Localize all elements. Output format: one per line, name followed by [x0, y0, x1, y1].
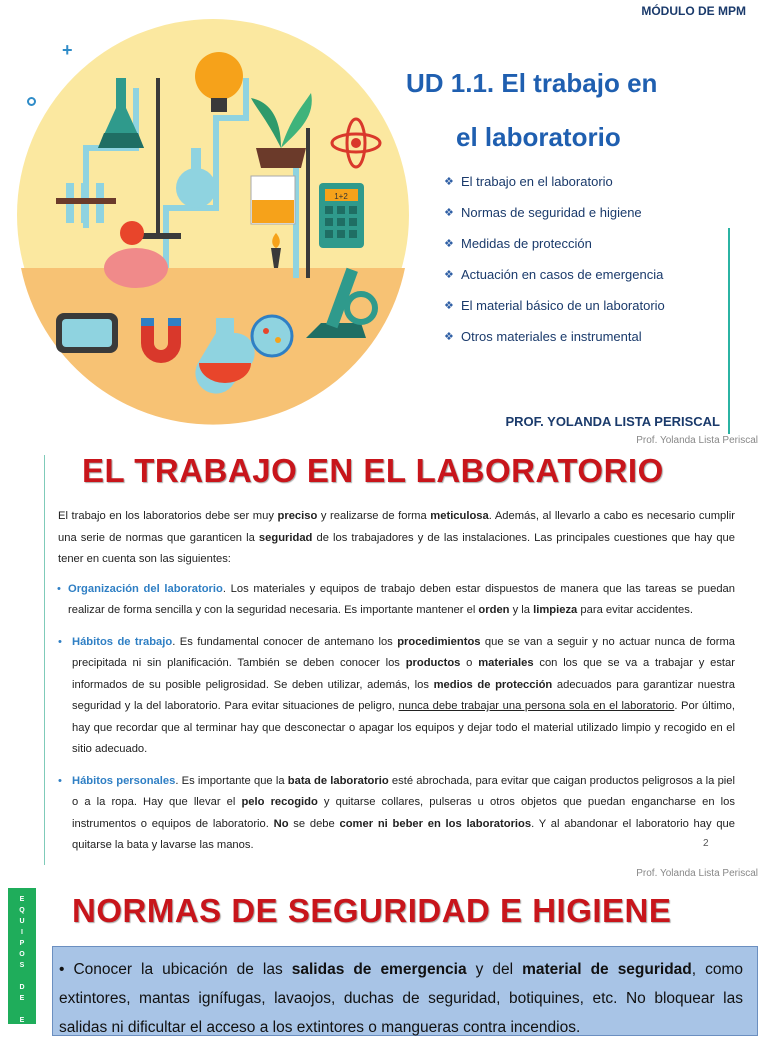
- topic-label: Normas de seguridad e higiene: [461, 205, 642, 220]
- topic-label: El material básico de un laboratorio: [461, 298, 665, 313]
- topic-item: [444, 290, 665, 321]
- calculator-display: 1+2: [334, 192, 348, 201]
- side-strip: E Q U I P O S D E E M E: [8, 888, 36, 1024]
- diamond-bullet-icon: ❖: [444, 269, 454, 281]
- topic-item: [444, 259, 665, 290]
- diamond-bullet-icon: ❖: [444, 207, 454, 219]
- accent-divider: [44, 455, 45, 865]
- topic-label: El trabajo en el laboratorio: [461, 174, 613, 189]
- safety-rules-box: • Conocer la ubicación de las salidas de emergencia y del material de seguridad, como extintores, mantas ignífugas, lavaojos, duchas de seguridad, botiquines, etc. No bloquear las salidas ni dificultar el acceso a los extintores o mangueras contra incendios.: [52, 946, 758, 1036]
- list-item: • Hábitos de trabajo. Es fundamental conocer de antemano los procedimientos que se van a seguir y no actuar nunca de forma precipitada ni sin planificación. También se deben conocer los productos o materiales con los que se va a trabajar y estar informados de su posible peligrosidad. Se deben utilizar, además, los medios de protección adecuados para garantizar nuestra seguridad y la del laboratorio. Para evitar situaciones de peligro, nunca debe trabajar una persona sola en el laboratorio. Por último, hay que recordar que al terminar hay que desconectar o apagar los equipos y dejar todo el material utilizado limpio y recogido en el sitio adecuado.: [58, 632, 735, 761]
- page-number: 2: [703, 838, 709, 849]
- accent-divider: [728, 228, 730, 434]
- professor-name: PROF. YOLANDA LISTA PERISCAL: [505, 414, 720, 429]
- section-title: EL TRABAJO EN EL LABORATORIO: [82, 452, 664, 489]
- section-title: NORMAS DE SEGURIDAD E HIGIENE: [72, 892, 672, 929]
- slide-footer: Prof. Yolanda Lista Periscal: [636, 868, 758, 879]
- unit-title-line1: UD 1.1. El trabajo en: [406, 68, 658, 98]
- topic-label: Medidas de protección: [461, 236, 592, 251]
- diamond-bullet-icon: ❖: [444, 331, 454, 343]
- topic-item: [444, 166, 665, 197]
- topic-item: [444, 321, 665, 352]
- unit-title: [406, 56, 726, 164]
- topics-list: [444, 166, 665, 352]
- section-body: [58, 506, 735, 867]
- diamond-bullet-icon: ❖: [444, 300, 454, 312]
- plus-icon: +: [62, 40, 73, 60]
- list-item: • Hábitos personales. Es importante que la bata de laboratorio esté abrochada, para evitar que caigan productos peligrosos a la piel o a la ropa. Hay que llevar el pelo recogido y quitarse collares, pulseras u otros objetos que puedan engancharse en los instrumentos o equipos de laboratorio. No se debe comer ni beber en los laboratorios. Y al abandonar el laboratorio hay que quitarse la bata y lavarse las manos.: [58, 771, 735, 857]
- intro-paragraph: El trabajo en los laboratorios debe ser muy preciso y realizarse de forma meticulosa. Además, al llevarlo a cabo es necesario cumplir una serie de normas que garanticen la seguridad de los trabajadores y de las instalaciones. Las principales cuestiones que hay que tener en cuenta son las siguientes:: [58, 510, 735, 565]
- unit-title-line2: el laboratorio: [456, 122, 621, 152]
- topic-item: [444, 228, 665, 259]
- module-label: MÓDULO DE MPM: [641, 4, 746, 18]
- topic-label: Otros materiales e instrumental: [461, 329, 642, 344]
- diamond-bullet-icon: ❖: [444, 238, 454, 250]
- topic-item: [444, 197, 665, 228]
- topic-label: Actuación en casos de emergencia: [461, 267, 664, 282]
- diamond-bullet-icon: ❖: [444, 176, 454, 188]
- laboratory-illustration: [16, 18, 410, 412]
- slide-footer: Prof. Yolanda Lista Periscal: [636, 435, 758, 446]
- list-item: • Organización del laboratorio. Los materiales y equipos de trabajo deben estar dispuestos de manera que las tareas se puedan realizar de forma sencilla y con la seguridad necesaria. Es importante mantener el orden y la limpieza para evitar accidentes.: [58, 579, 735, 622]
